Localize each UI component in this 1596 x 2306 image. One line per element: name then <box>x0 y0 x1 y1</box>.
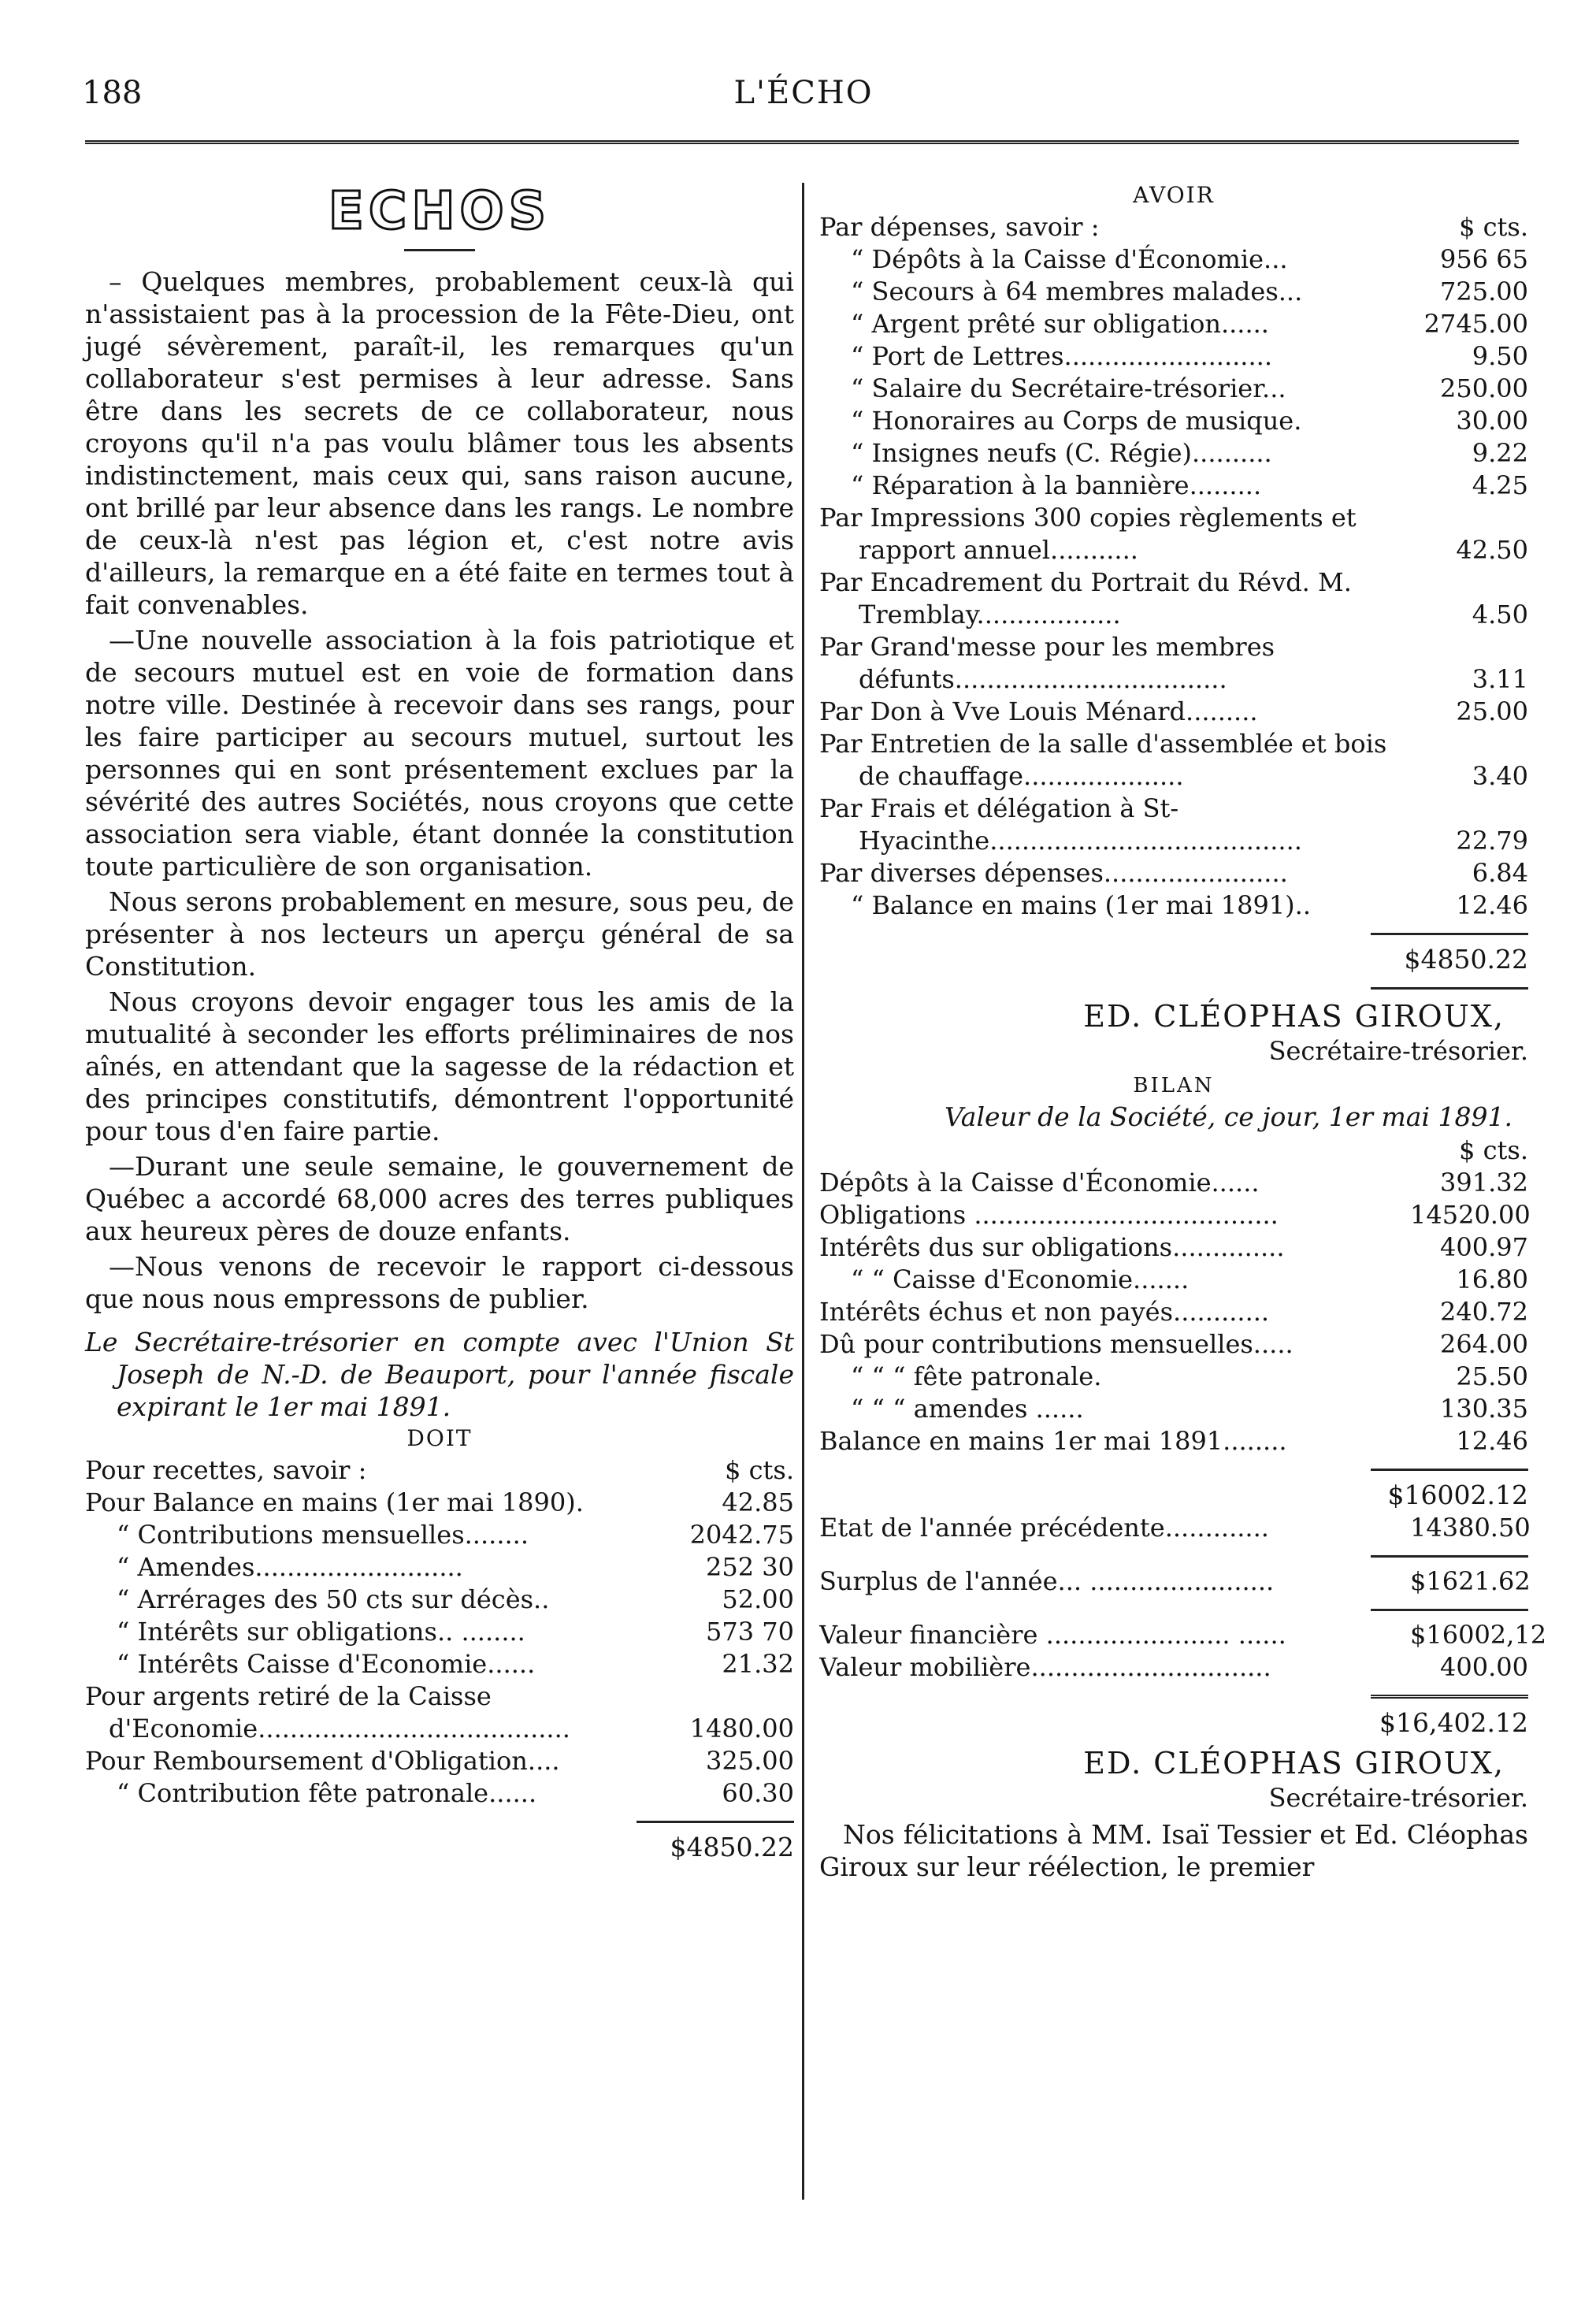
ledger-label: “ Salaire du Secrétaire-trésorier... <box>851 373 1286 403</box>
ledger-label: Dû pour contributions mensuelles..... <box>819 1329 1294 1359</box>
total-rule <box>1371 933 1528 935</box>
bilan-header-row <box>819 1134 1528 1167</box>
ledger-label: Valeur mobilière.............................. <box>819 1652 1271 1682</box>
total-rule <box>1371 1609 1528 1611</box>
ledger-amount: 25.50 <box>1456 1361 1528 1391</box>
ledger-row <box>819 405 1528 437</box>
ledger-label: Par Encadrement du Portrait du Révd. M. Tremblay.................. <box>819 567 1352 629</box>
ledger-row <box>819 1199 1531 1231</box>
prev-year-row <box>819 1512 1531 1544</box>
ledger-amount: 130.35 <box>1440 1394 1528 1424</box>
ledger-amount: 9.22 <box>1472 438 1528 468</box>
ledger-row <box>85 1551 794 1584</box>
signature-title: Secrétaire-trésorier. <box>1268 1783 1528 1813</box>
ledger-amount: $16002,12 <box>1410 1620 1547 1650</box>
ledger-row <box>819 566 1528 631</box>
ledger-row <box>819 1296 1528 1328</box>
page-header <box>79 75 1528 122</box>
ledger-row <box>85 1648 794 1680</box>
header-rule <box>85 140 1519 147</box>
ledger-amount: 14380.50 <box>1410 1513 1531 1543</box>
ledger-row <box>85 1680 794 1745</box>
doit-heading: DOIT <box>406 1425 473 1451</box>
ledger-label: Dépôts à la Caisse d'Économie...... <box>819 1168 1260 1198</box>
ledger-label: Etat de l'année précédente............. <box>819 1513 1269 1543</box>
avoir-header-row <box>819 211 1528 243</box>
ledger-label: “ Port de Lettres.......................... <box>851 341 1272 371</box>
ledger-label: “ Dépôts à la Caisse d'Économie... <box>851 244 1288 274</box>
bilan-subtitle: Valeur de la Société, ce jour, 1er mai 1891. <box>944 1101 1512 1132</box>
ledger-amount: 22.79 <box>1456 826 1528 856</box>
signature-name: ED. CLÉOPHAS GIROUX, <box>1083 1746 1505 1781</box>
ledger-label: Par Impressions 300 copies règlements et rapport annuel........... <box>819 503 1357 565</box>
bilan-grand-total: $16,402.12 <box>1379 1707 1528 1738</box>
right-column <box>819 180 1547 1883</box>
ledger-amount: 250.00 <box>1440 373 1528 403</box>
paragraph: —Une nouvelle association à la fois patriotique et de secours mutuel est en voie de formation dans notre ville. Destinée à recevoir dans ses rangs, pour les faire participer au secours mutuel, surtout les personnes qui en sont présentement exclues par la sévérité des autres Sociétés, nous croyons que cette association sera viable, étant donnée la constitution toute particulière de son organisation. <box>85 625 794 882</box>
avoir-heading: AVOIR <box>1133 182 1215 208</box>
ledger-label: “ Intérêts Caisse d'Economie...... <box>117 1649 536 1679</box>
ledger-label: “ Contribution fête patronale...... <box>117 1778 537 1808</box>
ledger-label: Valeur financière ....................... ...... <box>819 1620 1286 1650</box>
ledger-row <box>819 857 1528 889</box>
ledger-amount: 12.46 <box>1456 890 1528 920</box>
ledger-amount: 956 65 <box>1440 244 1528 274</box>
ledger-amount: 30.00 <box>1456 406 1528 436</box>
signature-title: Secrétaire-trésorier. <box>1268 1036 1528 1066</box>
ledger-amount: 42.50 <box>1456 535 1528 565</box>
total-rule <box>637 1821 794 1823</box>
ledger-row <box>819 437 1528 470</box>
ledger-label: Balance en mains 1er mai 1891........ <box>819 1426 1287 1456</box>
paragraph: Nous serons probablement en mesure, sous peu, de présenter à nos lecteurs un aperçu général de sa Constitution. <box>85 886 794 982</box>
ledger-amount: 16.80 <box>1456 1264 1528 1294</box>
ledger-amount: 12.46 <box>1456 1426 1528 1456</box>
bilan-header-amount: $ cts. <box>1459 1135 1528 1165</box>
ledger-row <box>819 340 1528 373</box>
ledger-label: “ Balance en mains (1er mai 1891).. <box>851 890 1311 920</box>
bilan-heading: BILAN <box>1133 1074 1215 1097</box>
ledger-row <box>819 373 1528 405</box>
total-rule <box>1371 1469 1528 1471</box>
ledger-row <box>819 308 1528 340</box>
ledger-row <box>819 1167 1528 1199</box>
ledger-row <box>819 728 1528 793</box>
ledger-label: Surplus de l'année... ....................... <box>819 1566 1275 1596</box>
ledger-label: Pour Remboursement d'Obligation.... <box>85 1746 560 1776</box>
ledger-label: Par diverses dépenses....................... <box>819 858 1288 888</box>
ledger-amount: 3.11 <box>1472 664 1528 694</box>
ledger-label: “ Insignes neufs (C. Régie).......... <box>851 438 1272 468</box>
ledger-row <box>819 502 1528 566</box>
ledger-amount: 21.32 <box>722 1649 794 1679</box>
avoir-total: $4850.22 <box>1404 944 1528 975</box>
ledger-row <box>819 470 1528 502</box>
surplus-row <box>819 1565 1531 1598</box>
paragraph: Nous croyons devoir engager tous les amis de la mutualité à seconder les efforts préliminaires de nos aînés, en attendant que la sagesse de la rédaction et des principes constitutifs, démontrent l'opportunité pour tous d'en faire partie. <box>85 986 794 1146</box>
ledger-row <box>819 1425 1528 1457</box>
ledger-row <box>819 696 1528 728</box>
ledger-row <box>819 1361 1528 1393</box>
ledger-row <box>819 1231 1528 1264</box>
doit-header-row <box>85 1454 794 1487</box>
ledger-amount: 4.50 <box>1472 600 1528 629</box>
ledger-amount: $1621.62 <box>1410 1566 1531 1596</box>
ledger-row <box>85 1616 794 1648</box>
ledger-amount: 1480.00 <box>689 1714 794 1743</box>
ledger-row <box>85 1745 794 1777</box>
valeur-mobiliere-row <box>819 1651 1528 1684</box>
left-column <box>85 180 794 1864</box>
ledger-amount: 9.50 <box>1472 341 1528 371</box>
bilan-rows <box>819 1167 1531 1457</box>
page-number: 188 <box>82 75 143 111</box>
ledger-amount: 2042.75 <box>689 1520 794 1550</box>
ledger-row <box>819 889 1528 922</box>
ledger-row <box>819 1328 1528 1361</box>
ledger-row <box>85 1519 794 1551</box>
ledger-label: “ Argent prêté sur obligation...... <box>851 309 1269 339</box>
avoir-header-amount: $ cts. <box>1459 212 1528 242</box>
ledger-amount: 60.30 <box>722 1778 794 1808</box>
ledger-amount: 2745.00 <box>1423 309 1528 339</box>
ledger-label: “ Contributions mensuelles........ <box>117 1520 529 1550</box>
ledger-label: “ Honoraires au Corps de musique. <box>851 406 1302 436</box>
valeur-financiere-row <box>819 1619 1547 1651</box>
ledger-row <box>819 1264 1528 1296</box>
ledger-amount: 52.00 <box>722 1584 794 1614</box>
avoir-header-label: Par dépenses, savoir : <box>819 212 1100 242</box>
paragraph: – Quelques membres, probablement ceux-là qui n'assistaient pas à la procession de la Fête-Dieu, ont jugé sévèrement, paraît-il, les remarques qu'un collaborateur s'est permises à leur adresse. Sans être dans les secrets de ce collaborateur, nous croyons qu'il n'a pas voulu blâmer tous les absents indistinctement, mais ceux qui, sans raison aucune, ont brillé par leur absence dans les rangs. Le nombre de ceux-là n'est pas légion et, c'est notre avis d'ailleurs, la remarque en a été faite en termes tout à fait convenables. <box>85 266 794 620</box>
paragraph: —Nous venons de recevoir le rapport ci-dessous que nous nous empressons de publier. <box>85 1251 794 1314</box>
ledger-row <box>819 793 1528 857</box>
column-divider <box>802 183 804 2200</box>
ledger-label: Par Grand'messe pour les membres défunts.................................. <box>819 632 1275 694</box>
ledger-label: Obligations ...................................... <box>819 1200 1279 1230</box>
ledger-label: Par Frais et délégation à St-Hyacinthe....................................... <box>819 793 1302 856</box>
ledger-label: Intérêts dus sur obligations.............. <box>819 1232 1285 1262</box>
ledger-row <box>819 243 1528 276</box>
ledger-amount: 240.72 <box>1440 1297 1528 1327</box>
ledger-amount: 4.25 <box>1472 470 1528 500</box>
section-title: ECHOS <box>328 180 551 241</box>
ledger-amount: 391.32 <box>1440 1168 1528 1198</box>
ledger-amount: 252 30 <box>706 1552 794 1582</box>
ledger-amount: 264.00 <box>1440 1329 1528 1359</box>
ledger-label: Intérêts échus et non payés............ <box>819 1297 1270 1327</box>
ledger-row <box>85 1584 794 1616</box>
total-rule <box>1371 1555 1528 1558</box>
ledger-label: “ “ “ fête patronale. <box>851 1361 1102 1391</box>
ledger-label: Par Don à Vve Louis Ménard......... <box>819 696 1258 726</box>
avoir-rows <box>819 243 1528 922</box>
ledger-label: “ Secours à 64 membres malades... <box>851 277 1303 306</box>
doit-header-amount: $ cts. <box>725 1455 794 1485</box>
ledger-row <box>819 1393 1528 1425</box>
doit-header-label: Pour recettes, savoir : <box>85 1455 367 1485</box>
ledger-label: “ “ “ amendes ...... <box>851 1394 1084 1424</box>
ledger-row <box>819 631 1528 696</box>
ledger-amount: 42.85 <box>722 1487 794 1517</box>
ledger-label: “ Intérêts sur obligations.. ........ <box>117 1617 525 1647</box>
ledger-label: Par Entretien de la salle d'assemblée et bois de chauffage.................... <box>819 729 1387 791</box>
ledger-amount: 400.00 <box>1440 1652 1528 1682</box>
ledger-amount: 25.00 <box>1456 696 1528 726</box>
doit-rows <box>85 1487 794 1810</box>
ledger-row <box>85 1487 794 1519</box>
ledger-label: Pour argents retiré de la Caisse d'Economie....................................... <box>85 1681 570 1743</box>
ledger-row <box>85 1777 794 1810</box>
doit-total: $4850.22 <box>670 1832 794 1862</box>
total-rule <box>1371 1695 1528 1699</box>
ledger-label: “ Réparation à la bannière......... <box>851 470 1262 500</box>
ledger-amount: 325.00 <box>706 1746 794 1776</box>
journal-title: L'ÉCHO <box>733 75 874 111</box>
ledger-row <box>819 276 1528 308</box>
ledger-amount: 400.97 <box>1440 1232 1528 1262</box>
paragraph: —Durant une seule semaine, le gouvernement de Québec a accordé 68,000 acres des terres publiques aux heureux pères de douze enfants. <box>85 1151 794 1246</box>
report-title: Le Secrétaire-trésorier en compte avec l'Union St Joseph de N.-D. de Beauport, pour l'année fiscale expirant le 1er mai 1891. <box>85 1327 794 1422</box>
total-rule <box>1371 987 1528 990</box>
ledger-label: Pour Balance en mains (1er mai 1890). <box>85 1487 584 1517</box>
ledger-amount: 6.84 <box>1472 858 1528 888</box>
title-rule <box>404 249 475 251</box>
ledger-label: “ “ Caisse d'Economie....... <box>851 1264 1190 1294</box>
closing-paragraph: Nos félicitations à MM. Isaï Tessier et Ed. Cléophas Giroux sur leur réélection, le premier <box>819 1819 1528 1882</box>
signature-name: ED. CLÉOPHAS GIROUX, <box>1083 999 1505 1034</box>
bilan-subtotal: $16002.12 <box>1387 1480 1528 1510</box>
ledger-amount: 725.00 <box>1440 277 1528 306</box>
ledger-amount: 14520.00 <box>1410 1200 1531 1230</box>
ledger-amount: 3.40 <box>1472 761 1528 791</box>
ledger-label: “ Arrérages des 50 cts sur décès.. <box>117 1584 550 1614</box>
ledger-amount: 573 70 <box>706 1617 794 1647</box>
ledger-label: “ Amendes.......................... <box>117 1552 463 1582</box>
